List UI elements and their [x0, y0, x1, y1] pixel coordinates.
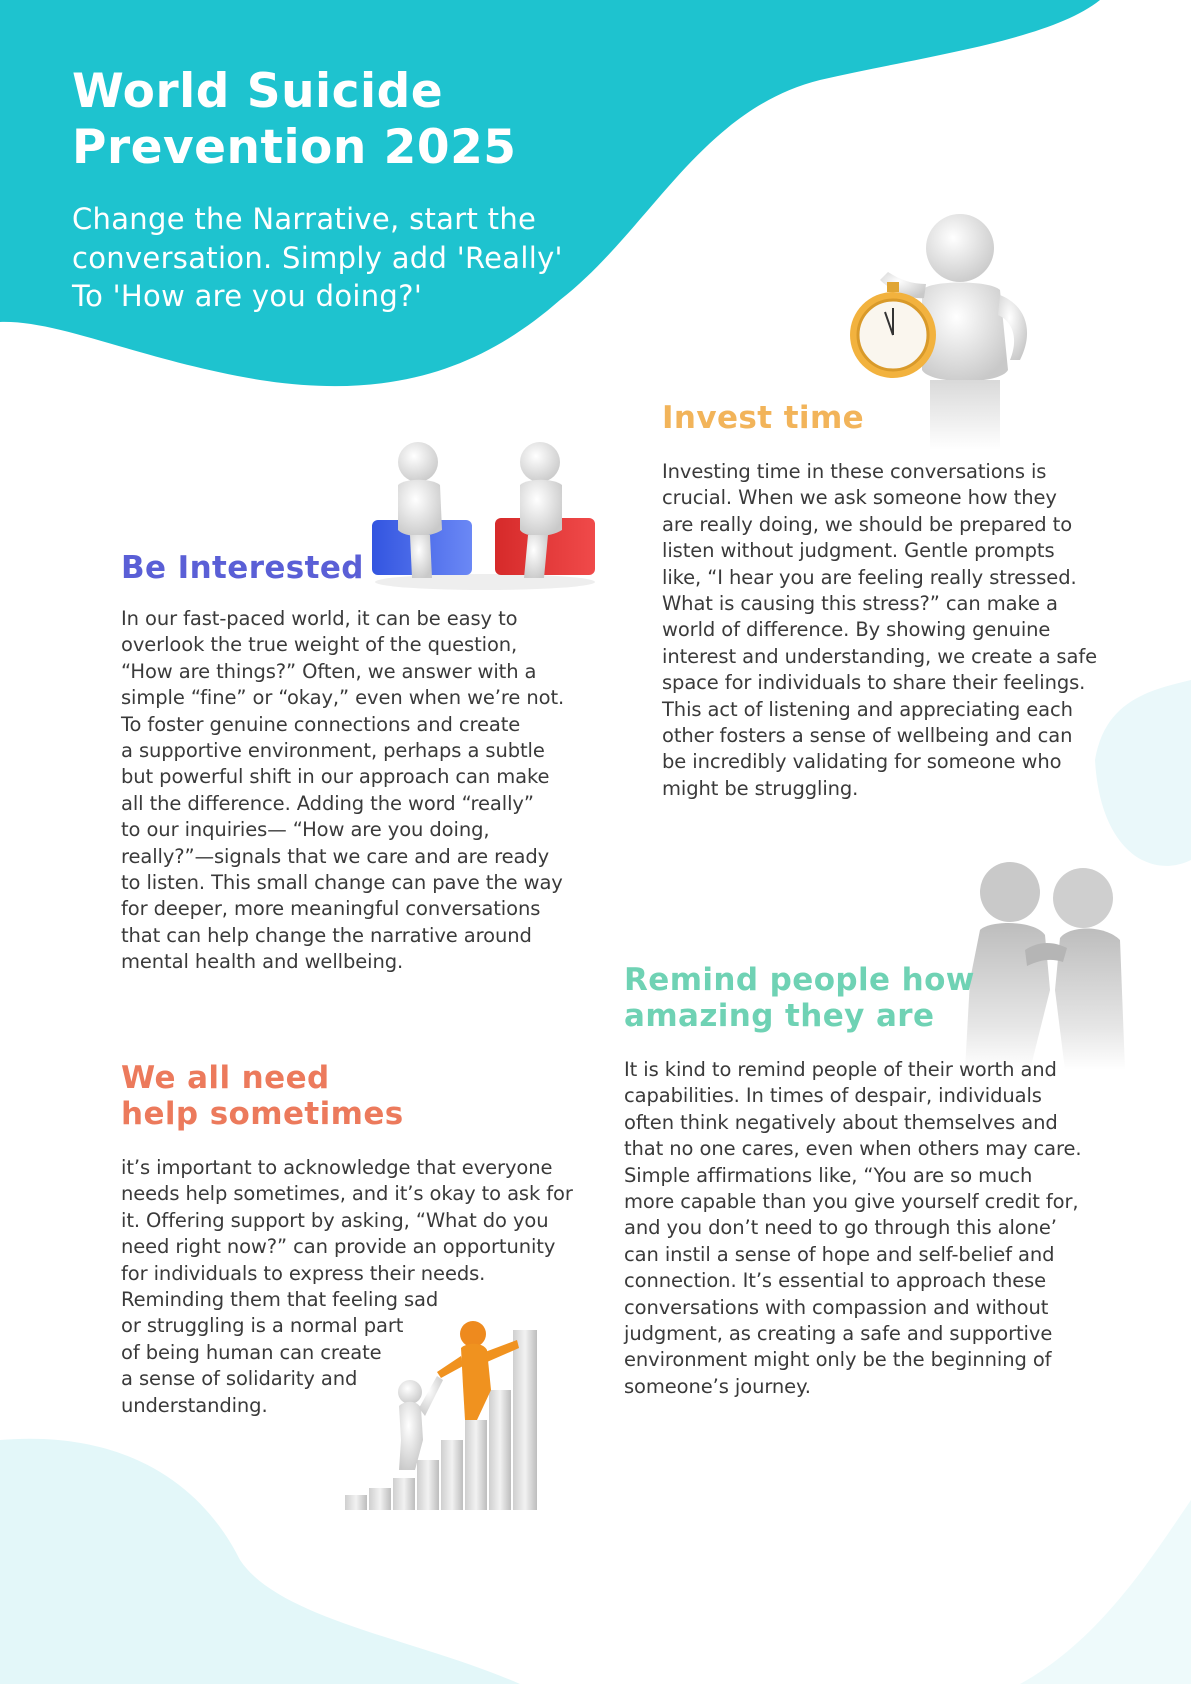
title-line: Prevention 2025	[72, 120, 517, 175]
need-help-body	[121, 1155, 573, 1419]
body-line: conversations with compassion and without	[624, 1295, 1049, 1319]
body-line: that can help change the narrative around	[121, 923, 532, 947]
remind-people-heading	[624, 962, 975, 1034]
body-line: What is causing this stress?” can make a	[662, 592, 1058, 616]
remind-people-body	[624, 1057, 1081, 1400]
body-line: need right now?” can provide an opportunity	[121, 1235, 556, 1259]
body-line: simple “fine” or “okay,” even when we’re not.	[121, 686, 565, 710]
body-line: to our inquiries— “How are you doing,	[121, 818, 490, 842]
right-edge-blob	[1095, 680, 1191, 866]
body-line: a supportive environment, perhaps a subtle	[121, 739, 545, 763]
invest-time-heading	[662, 400, 864, 436]
figures-armchairs-illustration	[370, 440, 600, 590]
heading-line: help sometimes	[121, 1096, 404, 1132]
body-line: be incredibly validating for someone who	[662, 750, 1062, 774]
body-line: understanding.	[121, 1393, 268, 1417]
heading-line: Be Interested	[121, 550, 364, 586]
body-line: and you don’t need to go through this alone’	[624, 1216, 1057, 1240]
body-line: someone’s journey.	[624, 1374, 811, 1398]
body-line: for deeper, more meaningful conversations	[121, 897, 541, 921]
body-line: can instil a sense of hope and self-belief and	[624, 1242, 1055, 1266]
heading-line: Invest time	[662, 400, 865, 436]
body-line: a sense of solidarity and	[121, 1367, 358, 1391]
heading-line: amazing they are	[624, 998, 935, 1034]
figures-handshake-illustration	[955, 860, 1135, 1070]
body-line: crucial. When we ask someone how they	[662, 486, 1057, 510]
body-line: world of difference. By showing genuine	[662, 618, 1051, 642]
heading-line: Remind people how	[624, 962, 975, 998]
subtitle-line: conversation. Simply add 'Really'	[72, 240, 563, 275]
body-line: judgment, as creating a safe and supportive	[624, 1322, 1053, 1346]
body-line: it’s important to acknowledge that everyone	[121, 1156, 553, 1179]
body-line: This act of listening and appreciating each	[662, 697, 1073, 721]
body-line: or struggling is a normal part	[121, 1314, 404, 1338]
body-line: environment might only be the beginning of	[624, 1348, 1052, 1372]
body-line: more capable than you give yourself credit for,	[624, 1190, 1079, 1214]
page-subtitle	[72, 200, 632, 316]
body-line: interest and understanding, we create a safe	[662, 644, 1098, 668]
body-line: of being human can create	[121, 1340, 382, 1364]
body-line: really?”—signals that we care and are ready	[121, 844, 550, 868]
body-line: but powerful shift in our approach can make	[121, 765, 550, 789]
be-interested-heading	[121, 550, 364, 586]
body-line: To foster genuine connections and create	[121, 712, 521, 736]
subtitle-line: Change the Narrative, start the	[72, 202, 537, 236]
body-line: might be struggling.	[662, 776, 859, 800]
figure-stopwatch-illustration	[850, 210, 1040, 450]
body-line: that no one cares, even when others may care.	[624, 1137, 1082, 1161]
body-line: “How are things?” Often, we answer with a	[121, 659, 537, 683]
title-line: World Suicide	[72, 64, 444, 119]
body-line: Simple affirmations like, “You are so much	[624, 1163, 1033, 1187]
body-line: it. Offering support by asking, “What do you	[121, 1208, 549, 1232]
need-help-heading	[121, 1060, 404, 1132]
body-line: are really doing, we should be prepared to	[662, 512, 1073, 536]
body-line: connection. It’s essential to approach these	[624, 1269, 1047, 1293]
body-line: space for individuals to share their feelings.	[662, 671, 1086, 695]
invest-time-body	[662, 459, 1097, 802]
heading-line: We all need	[121, 1060, 330, 1096]
body-line: In our fast-paced world, it can be easy to	[121, 607, 518, 630]
body-line: capabilities. In times of despair, individuals	[624, 1084, 1042, 1108]
body-line: mental health and wellbeing.	[121, 950, 404, 974]
body-line: to listen. This small change can pave the way	[121, 871, 563, 895]
body-line: like, “I hear you are feeling really stressed.	[662, 565, 1077, 589]
body-line: all the difference. Adding the word “really”	[121, 791, 534, 815]
be-interested-body	[121, 606, 564, 976]
body-line: overlook the true weight of the question,	[121, 633, 518, 657]
subtitle-line: To 'How are you doing?'	[72, 279, 423, 313]
bottom-right-blob	[1020, 1500, 1191, 1684]
body-line: listen without judgment. Gentle prompts	[662, 539, 1055, 563]
body-line: other fosters a sense of wellbeing and can	[662, 724, 1073, 748]
body-line: needs help sometimes, and it’s okay to ask for	[121, 1182, 573, 1206]
body-line: for individuals to express their needs.	[121, 1261, 486, 1285]
body-line: Reminding them that feeling sad	[121, 1288, 439, 1312]
body-line: It is kind to remind people of their worth and	[624, 1058, 1057, 1081]
body-line: Investing time in these conversations is	[662, 460, 1047, 483]
body-line: often think negatively about themselves and	[624, 1110, 1058, 1134]
page-title	[72, 64, 516, 176]
